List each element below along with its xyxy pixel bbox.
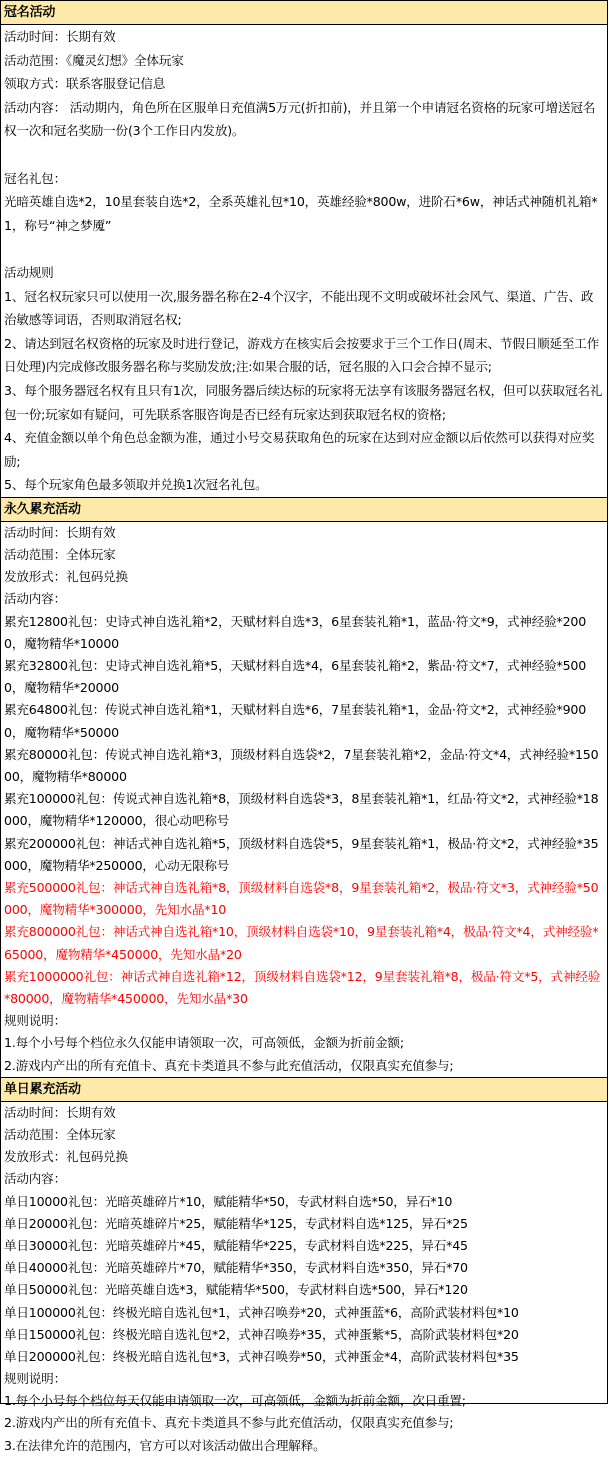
text-line: 单日30000礼包：光暗英雄碎片*45，赋能精华*225，专武材料自选*225，异石*45 bbox=[4, 1237, 468, 1253]
text-line: 单日10000礼包：光暗英雄碎片*10，赋能精华*50，专武材料自选*50，异石*10 bbox=[4, 1193, 453, 1209]
blank-line bbox=[4, 143, 604, 167]
text-line: 规则说明： bbox=[4, 1371, 66, 1387]
text-line: 2、请达到冠名权资格的玩家及时进行登记，游戏方在核实后会按要求于三个工作日(周末、节假日顺延至工作日处理)内完成修改服务器名称与奖励发放;注:如果合服的话，冠名服的入口会合掉不显示; bbox=[4, 335, 600, 375]
text-line: 领取方式：联系客服登记信息 bbox=[4, 76, 166, 92]
text-line: 发放形式：礼包码兑换 bbox=[4, 569, 128, 585]
text-line: 活动规则 bbox=[4, 264, 54, 280]
text-line: 活动内容： 活动期内，角色所在区服单日充值满5万元(折扣前)，并且第一个申请冠名资格的玩家可增送冠名权一次和冠名奖励一份(3个工作日内发放)。 bbox=[4, 99, 596, 139]
highlight-text-line: 累充1000000礼包：神话式神自选礼箱*12，顶级材料自选袋*12，9星套装礼箱*8，极品·符文*5，式神经验*80000，魔物精华*450000，先知水晶*30 bbox=[4, 968, 601, 1007]
text-line: 单日100000礼包：终极光暗自选礼包*1，式神召唤券*20，式神蛋蓝*6，高阶武装材料包*10 bbox=[4, 1304, 519, 1320]
text-line: 单日150000礼包：终极光暗自选礼包*2，式神召唤券*35，式神蛋紫*5，高阶武装材料包*20 bbox=[4, 1326, 519, 1342]
section-body bbox=[1, 1102, 607, 1457]
text-line: 1、冠名权玩家只可以使用一次,服务器名称在2-4个汉字，不能出现不文明或破坏社会风气、渠道、广告、政治敏感等词语，否则取消冠名权; bbox=[4, 288, 594, 328]
text-line: 光暗英雄自选*2，10星套装自选*2，全系英雄礼包*10，英雄经验*800w，进阶石*6w，神话式神随机礼箱*1，称号“神之梦魇” bbox=[4, 194, 598, 233]
text-line: 累充100000礼包：传说式神自选礼箱*8，顶级材料自选袋*3，8星套装礼箱*1，红品·符文*2，式神经验*18000，魔物精华*120000，很心动吧称号 bbox=[4, 791, 599, 829]
section-body bbox=[1, 25, 607, 497]
text-line: 3.在法律允许的范围内，官方可以对该活动做出合理解释。 bbox=[4, 1437, 326, 1453]
text-line: 单日50000礼包：光暗英雄自选*3，赋能精华*500，专武材料自选*500，异石*120 bbox=[4, 1282, 468, 1298]
blank-line bbox=[4, 237, 604, 261]
text-line: 4、充值金额以单个角色总金额为准，通过小号交易获取角色的玩家在达到对应金额以后依然可以获得对应奖励; bbox=[4, 430, 595, 469]
text-line: 累充12800礼包：史诗式神自选礼箱*2，天赋材料自选*3，6星套装礼箱*1，蓝品·符文*9，式神经验*2000，魔物精华*10000 bbox=[4, 613, 587, 651]
text-line: 3、每个服务器冠名权有且只有1次，同服务器后续达标的玩家将无法享有该服务器冠名权，但可以获取冠名礼包一份;玩家如有疑问，可先联系客服咨询是否已经有玩家达到获取冠名权的资格; bbox=[4, 382, 603, 422]
text-line: 2.游戏内产出的所有充值卡、真充卡类道具不参与此充值活动，仅限真实充值参与; bbox=[4, 1415, 454, 1431]
text-line: 累充64800礼包：传说式神自选礼箱*1，天赋材料自选*6，7星套装礼箱*1，金品·符文*2，式神经验*9000，魔物精华*50000 bbox=[4, 702, 587, 740]
text-line: 活动范围：全体玩家 bbox=[4, 1127, 116, 1143]
text-line: 1.每个小号每个档位永久仅能申请领取一次，可高领低，金额为折前金额; bbox=[4, 1035, 404, 1051]
text-line: 冠名礼包： bbox=[4, 170, 66, 186]
text-line: 累充200000礼包：神话式神自选礼箱*5，顶级材料自选袋*5，9星套装礼箱*1，极品·符文*2，式神经验*35000，魔物精华*250000，心动无限称号 bbox=[4, 835, 599, 873]
text-line: 活动内容： bbox=[4, 1171, 66, 1187]
text-line: 活动时间：长期有效 bbox=[4, 29, 116, 44]
section-header: 永久累充活动 bbox=[1, 497, 607, 522]
text-line: 规则说明： bbox=[4, 1013, 66, 1029]
section-body bbox=[1, 522, 607, 1077]
section-header: 单日累充活动 bbox=[1, 1077, 607, 1102]
text-line: 2.游戏内产出的所有充值卡、真充卡类道具不参与此充值活动，仅限真实充值参与; bbox=[4, 1057, 454, 1073]
text-line: 单日200000礼包：终极光暗自选礼包*3，式神召唤券*50，式神蛋金*4，高阶武装材料包*35 bbox=[4, 1348, 519, 1364]
text-line: 活动时间：长期有效 bbox=[4, 1104, 116, 1120]
text-line: 单日20000礼包：光暗英雄碎片*25，赋能精华*125，专武材料自选*125，异石*25 bbox=[4, 1215, 468, 1231]
text-line: 活动范围：《魔灵幻想》全体玩家 bbox=[4, 52, 184, 68]
text-line: 活动内容： bbox=[4, 591, 66, 607]
highlight-text-line: 累充500000礼包：神话式神自选礼箱*8，顶级材料自选袋*8，9星套装礼箱*2，极品·符文*3，式神经验*50000，魔物精华*300000，先知水晶*10 bbox=[4, 880, 599, 918]
text-line: 1.每个小号每个档位每天仅能申请领取一次，可高领低，金额为折前金额，次日重置; bbox=[4, 1393, 466, 1409]
highlight-text-line: 累充800000礼包：神话式神自选礼箱*10，顶级材料自选袋*10，9星套装礼箱*4，极品·符文*4，式神经验*65000，魔物精华*450000，先知水晶*20 bbox=[4, 924, 599, 962]
section-header: 冠名活动 bbox=[1, 0, 607, 25]
text-line: 累充32800礼包：史诗式神自选礼箱*5，天赋材料自选*4，6星套装礼箱*2，紫品·符文*7，式神经验*5000，魔物精华*20000 bbox=[4, 658, 587, 696]
text-line: 累充80000礼包：传说式神自选礼箱*3，顶级材料自选袋*2，7星套装礼箱*2，金品·符文*4，式神经验*15000，魔物精华*80000 bbox=[4, 746, 599, 785]
text-line: 单日40000礼包：光暗英雄碎片*70，赋能精华*350，专武材料自选*350，异石*70 bbox=[4, 1260, 468, 1276]
text-line: 发放形式：礼包码兑换 bbox=[4, 1149, 128, 1165]
text-line: 活动时间：长期有效 bbox=[4, 524, 116, 540]
text-line: 5、每个玩家角色最多领取并兑换1次冠名礼包。 bbox=[4, 477, 268, 493]
text-line: 活动范围：全体玩家 bbox=[4, 547, 116, 563]
